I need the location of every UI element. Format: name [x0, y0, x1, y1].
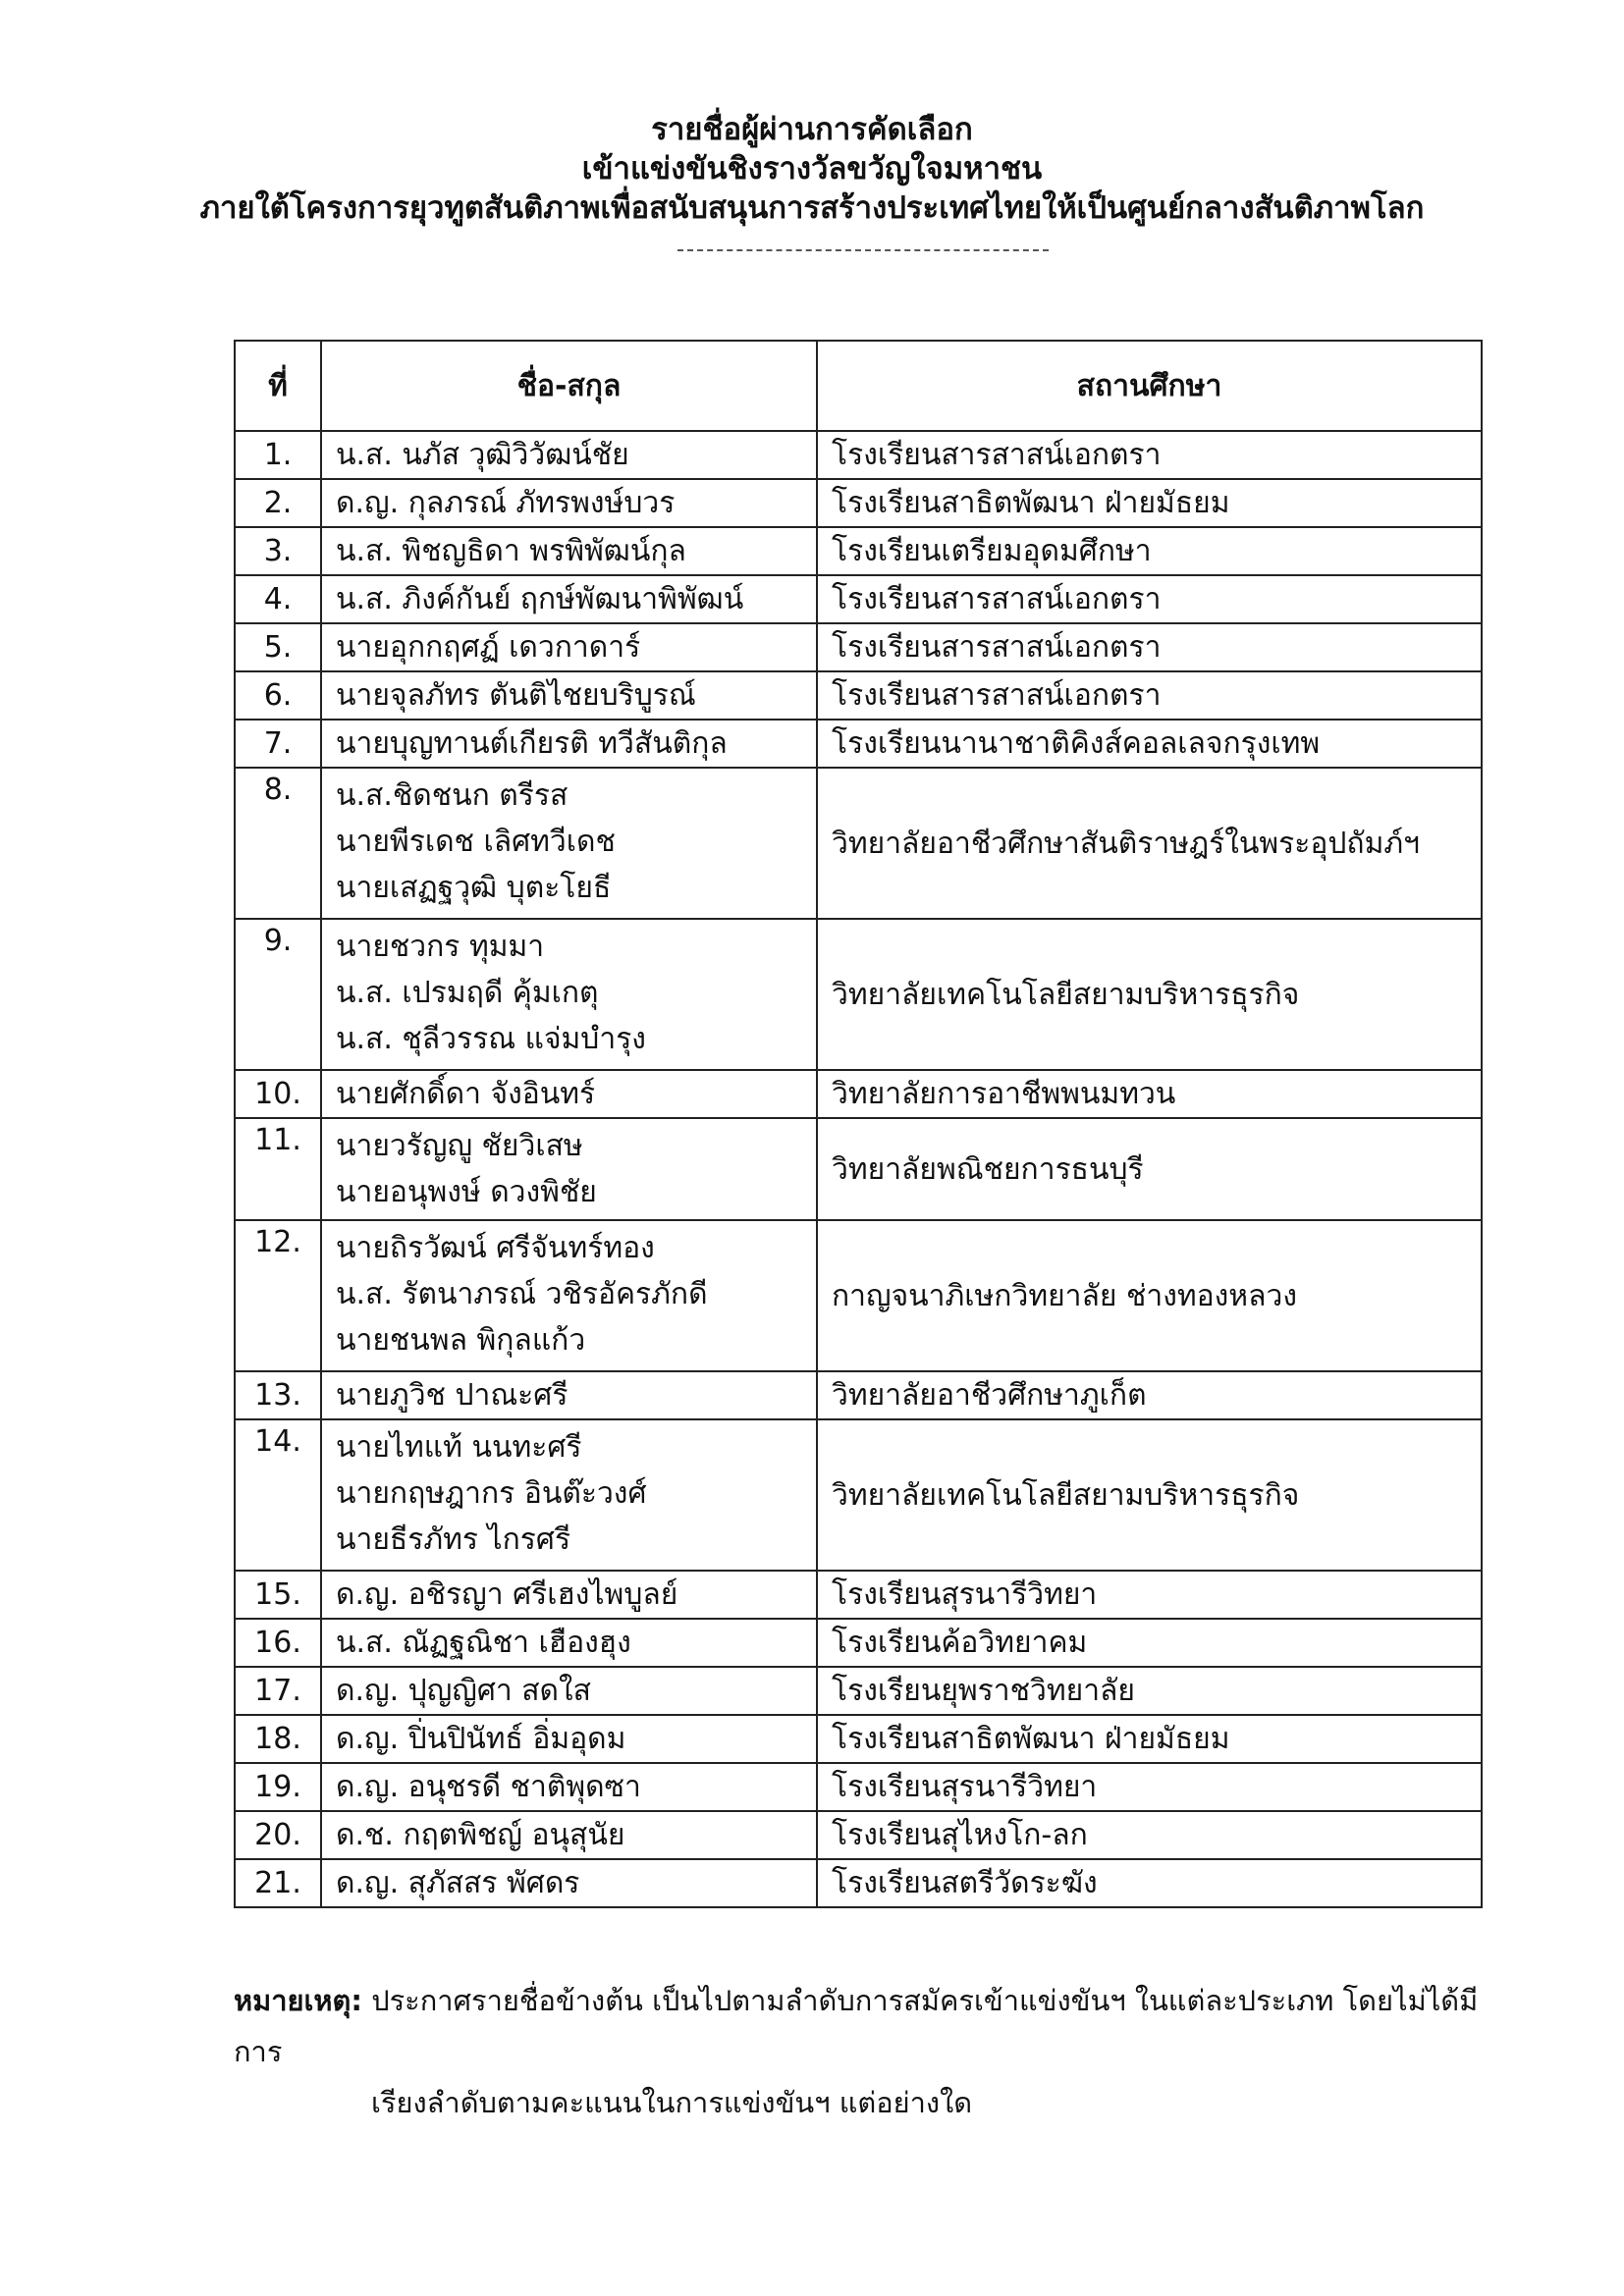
row-number: 4. [235, 575, 321, 623]
table-row [235, 720, 1482, 768]
row-number: 9. [235, 919, 321, 1070]
title-line-1: รายชื่อผู้ผ่านการคัดเลือก [651, 112, 973, 147]
school-name: โรงเรียนค้อวิทยาคม [817, 1619, 1482, 1667]
row-number: 8. [235, 768, 321, 919]
row-number: 16. [235, 1619, 321, 1667]
table-row [235, 1070, 1482, 1118]
school-name: วิทยาลัยพณิชยการธนบุรี [817, 1118, 1482, 1220]
table-row [235, 1371, 1482, 1419]
participant-names [321, 1070, 817, 1118]
school-name: โรงเรียนสตรีวัดระฆัง [817, 1859, 1482, 1907]
table-header-row [235, 341, 1482, 431]
participant-name: นายบุญทานต์เกียรติ ทวีสันติกุล [336, 726, 728, 761]
participant-names [321, 1371, 817, 1419]
column-header-name: ชื่อ-สกุล [321, 341, 817, 431]
participant-names [321, 1220, 817, 1371]
participant-name: นายกฤษฎากร อินต๊ะวงศ์ [336, 1476, 647, 1511]
participant-name: นายธีรภัทร ไกรศรี [336, 1522, 571, 1557]
participant-name: นายภูวิช ปาณะศรี [336, 1378, 568, 1413]
row-number: 10. [235, 1070, 321, 1118]
table-row [235, 527, 1482, 575]
table-row [235, 768, 1482, 919]
participant-names [321, 919, 817, 1070]
participant-names [321, 479, 817, 527]
school-name: โรงเรียนสาธิตพัฒนา ฝ่ายมัธยม [817, 1715, 1482, 1763]
column-header-number: ที่ [235, 341, 321, 431]
school-name: กาญจนาภิเษกวิทยาลัย ช่างทองหลวง [817, 1220, 1482, 1371]
participant-names [321, 1419, 817, 1571]
participant-names [321, 671, 817, 720]
row-number: 12. [235, 1220, 321, 1371]
school-name: โรงเรียนสารสาสน์เอกตรา [817, 575, 1482, 623]
participant-names [321, 575, 817, 623]
participant-name: น.ส. ภิงค์กันย์ ฤกษ์พัฒนาพิพัฒน์ [336, 582, 744, 616]
participant-name: น.ส. นภัส วุฒิวิวัฒน์ชัย [336, 438, 629, 472]
table-row [235, 1571, 1482, 1619]
participant-name: น.ส.ชิดชนก ตรีรส [336, 778, 568, 813]
participant-name: นายชนพล พิกุลแก้ว [336, 1323, 586, 1358]
table-row [235, 919, 1482, 1070]
participant-names [321, 1859, 817, 1907]
participant-name: ด.ญ. ปิ่นปินัทธ์ อิ่มอุดม [336, 1722, 626, 1756]
participant-name: น.ส. ชุลีวรรณ แจ่มบำรุง [336, 1022, 646, 1056]
footnote-text-line-2: เรียงลำดับตามคะแนนในการแข่งขันฯ แต่อย่างใด [371, 2086, 973, 2119]
footnote [234, 1975, 1490, 2128]
title-line-2: เข้าแข่งขันชิงรางวัลขวัญใจมหาชน [581, 151, 1043, 187]
table-row [235, 479, 1482, 527]
participant-names [321, 720, 817, 768]
table-body [235, 431, 1482, 1907]
participant-name: ด.ญ. กุลภรณ์ ภัทรพงษ์บวร [336, 486, 676, 520]
school-name: โรงเรียนสุไหงโก-ลก [817, 1811, 1482, 1859]
row-number: 15. [235, 1571, 321, 1619]
row-number: 5. [235, 623, 321, 671]
row-number: 7. [235, 720, 321, 768]
table-row [235, 431, 1482, 479]
school-name: วิทยาลัยอาชีวศึกษาสันติราษฎร์ในพระอุปถัมภ์ฯ [817, 768, 1482, 919]
participant-name: น.ส. รัตนาภรณ์ วชิรอัครภักดี [336, 1277, 708, 1311]
row-number: 6. [235, 671, 321, 720]
title-line-3: ภายใต้โครงการยุวทูตสันติภาพเพื่อสนับสนุนการสร้างประเทศไทยให้เป็นศูนย์กลางสันติภาพโลก [199, 190, 1425, 226]
school-name: วิทยาลัยอาชีวศึกษาภูเก็ต [817, 1371, 1482, 1419]
participant-name: ด.ญ. สุภัสสร พัศดร [336, 1866, 580, 1900]
school-name: โรงเรียนนานาชาติคิงส์คอลเลจกรุงเทพ [817, 720, 1482, 768]
row-number: 3. [235, 527, 321, 575]
row-number: 1. [235, 431, 321, 479]
row-number: 2. [235, 479, 321, 527]
table-row [235, 1715, 1482, 1763]
school-name: โรงเรียนยุพราชวิทยาลัย [817, 1667, 1482, 1715]
table-row [235, 1859, 1482, 1907]
participant-names [321, 1715, 817, 1763]
table-row [235, 1118, 1482, 1220]
table-row [235, 671, 1482, 720]
participant-name: น.ส. เปรมฤดี คุ้มเกตุ [336, 976, 599, 1010]
school-name: โรงเรียนสารสาสน์เอกตรา [817, 623, 1482, 671]
school-name: วิทยาลัยเทคโนโลยีสยามบริหารธุรกิจ [817, 919, 1482, 1070]
participant-names [321, 1571, 817, 1619]
table-row [235, 575, 1482, 623]
title-divider [677, 249, 1049, 251]
row-number: 14. [235, 1419, 321, 1571]
participant-name: นายศักดิ์ดา จังอินทร์ [336, 1077, 596, 1111]
participant-names [321, 527, 817, 575]
school-name: โรงเรียนสุรนารีวิทยา [817, 1763, 1482, 1811]
footnote-text-line-1: ประกาศรายชื่อข้างต้น เป็นไปตามลำดับการสมัครเข้าแข่งขันฯ ในแต่ละประเภท โดยไม่ได้มีการ [234, 1984, 1479, 2068]
participant-name: นายชวกร ทุมมา [336, 930, 545, 964]
row-number: 13. [235, 1371, 321, 1419]
table-row [235, 1811, 1482, 1859]
participant-name: นายวรัญญู ชัยวิเสษ [336, 1129, 583, 1163]
document-header [0, 110, 1624, 228]
school-name: โรงเรียนสาธิตพัฒนา ฝ่ายมัธยม [817, 479, 1482, 527]
results-table [234, 340, 1483, 1908]
participant-name: นายอุกกฤศฏ์ เดวกาดาร์ [336, 630, 641, 665]
table-row [235, 1619, 1482, 1667]
table-row [235, 1667, 1482, 1715]
participant-name: นายจุลภัทร ตันติไชยบริบูรณ์ [336, 678, 696, 713]
school-name: โรงเรียนสารสาสน์เอกตรา [817, 431, 1482, 479]
participant-name: น.ส. พิชญธิดา พรพิพัฒน์กุล [336, 534, 686, 568]
participant-name: ด.ช. กฤตพิชญ์ อนุสุนัย [336, 1818, 625, 1852]
participant-name: นายพีรเดช เลิศทวีเดช [336, 825, 616, 859]
row-number: 11. [235, 1118, 321, 1220]
participant-names [321, 1118, 817, 1220]
participant-name: นายอนุพงษ์ ดวงพิชัย [336, 1175, 597, 1209]
participant-names [321, 768, 817, 919]
school-name: วิทยาลัยเทคโนโลยีสยามบริหารธุรกิจ [817, 1419, 1482, 1571]
footnote-label: หมายเหตุ: [234, 1984, 362, 2017]
table-row [235, 623, 1482, 671]
participant-names [321, 1619, 817, 1667]
row-number: 18. [235, 1715, 321, 1763]
participant-name: ด.ญ. ปุญญิศา สดใส [336, 1674, 591, 1708]
participant-name: นายถิรวัฒน์ ศรีจันทร์ทอง [336, 1231, 655, 1265]
row-number: 21. [235, 1859, 321, 1907]
row-number: 17. [235, 1667, 321, 1715]
table-row [235, 1220, 1482, 1371]
participant-names [321, 431, 817, 479]
row-number: 19. [235, 1763, 321, 1811]
participant-names [321, 1811, 817, 1859]
school-name: วิทยาลัยการอาชีพพนมทวน [817, 1070, 1482, 1118]
participant-name: ด.ญ. อชิรญา ศรีเฮงไพบูลย์ [336, 1577, 678, 1612]
column-header-school: สถานศึกษา [817, 341, 1482, 431]
school-name: โรงเรียนสุรนารีวิทยา [817, 1571, 1482, 1619]
row-number: 20. [235, 1811, 321, 1859]
school-name: โรงเรียนสารสาสน์เอกตรา [817, 671, 1482, 720]
table-row [235, 1419, 1482, 1571]
school-name: โรงเรียนเตรียมอุดมศึกษา [817, 527, 1482, 575]
participant-names [321, 623, 817, 671]
participant-name: นายไทแท้ นนทะศรี [336, 1430, 582, 1465]
participant-names [321, 1667, 817, 1715]
participant-name: น.ส. ณัฏฐณิชา เฮืองฮุง [336, 1626, 631, 1660]
participant-name: ด.ญ. อนุชรดี ชาติพุดซา [336, 1770, 641, 1804]
participant-names [321, 1763, 817, 1811]
table-row [235, 1763, 1482, 1811]
participant-name: นายเสฏฐวุฒิ บุตะโยธี [336, 871, 612, 905]
